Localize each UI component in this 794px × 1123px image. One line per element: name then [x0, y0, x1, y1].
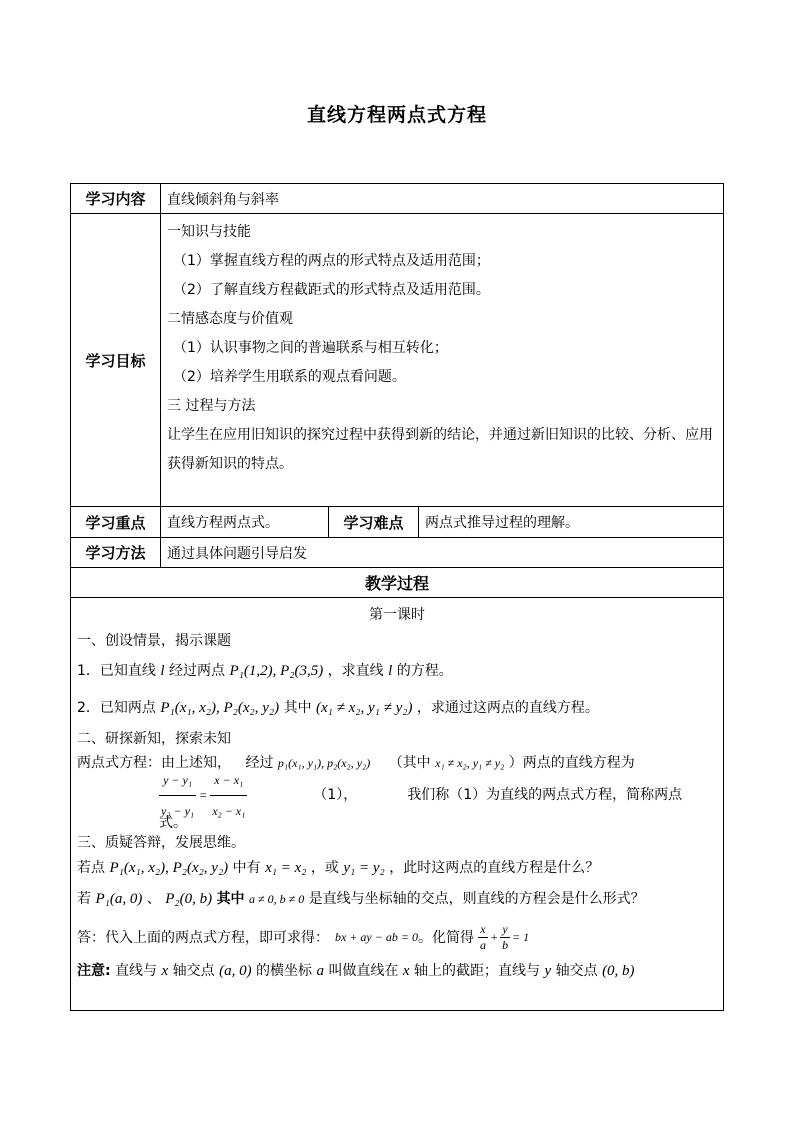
process-header: 教学过程 — [71, 568, 724, 598]
q3-math: y₁ = y₂ — [343, 860, 385, 876]
section-heading: 一、创设情景，揭示课题 — [77, 633, 231, 649]
row-method — [71, 538, 724, 568]
note-math: (a, 0) — [219, 963, 252, 979]
q2-text: 其中 — [283, 700, 312, 716]
note-text: 轴上的截距；直线与 — [414, 963, 541, 979]
q4-text: 是直线与坐标轴的交点，则直线的方程会是什么形式？ — [308, 891, 645, 907]
note-math: x — [161, 963, 169, 979]
process-content — [71, 598, 724, 1011]
label-method: 学习方法 — [71, 538, 161, 568]
q2-text: ，求通过这两点的直线方程。 — [416, 700, 599, 716]
fraction-denominator: y₂ − y₁ — [161, 803, 195, 818]
goal-line: （1）掌握直线方程的两点的形式特点及适用范围； — [173, 253, 490, 269]
question-2 — [77, 688, 717, 728]
section-heading: 三、质疑答辩，发展思维。 — [77, 835, 245, 851]
label-content: 学习内容 — [71, 184, 161, 214]
note-label: 注意: — [77, 963, 111, 979]
value-goals — [161, 214, 724, 507]
fraction-numerator: x − x₁ — [210, 765, 247, 796]
q2-math: (x₁ ≠ x₂, y₁ ≠ y₂) — [316, 700, 413, 716]
tp-text-tail: 式。 — [159, 815, 187, 831]
q4-text: 其中 — [216, 891, 245, 907]
fraction-denominator: b — [502, 937, 509, 952]
answer-math: bx + ay − ab = 0 — [335, 929, 418, 944]
intercept-fraction-y — [500, 922, 510, 953]
q1-text: 的方程。 — [396, 663, 453, 679]
lesson-plan-table — [70, 183, 724, 1011]
value-content: 直线倾斜角与斜率 — [161, 184, 724, 214]
q1-text: ，求直线 — [327, 663, 384, 679]
goal-line: （2）培养学生用联系的观点看问题。 — [173, 369, 406, 385]
goal-line: （2）了解直线方程截距式的形式特点及适用范围。 — [173, 282, 490, 298]
q1-text: 经过两点 — [169, 663, 225, 679]
answer-line — [77, 916, 717, 958]
tp-text: （其中 — [388, 755, 431, 771]
goal-line: （1）认识事物之间的普遍联系与相互转化； — [173, 340, 448, 356]
answer-text: 答：代入上面的两点式方程，即可求得： — [77, 930, 329, 946]
q4-math: P₂(0, b) — [165, 891, 213, 907]
row-goals — [71, 214, 724, 507]
label-difficulty: 学习难点 — [329, 507, 419, 538]
value-difficulty: 两点式推导过程的理解。 — [419, 507, 724, 538]
goal-paragraph: 让学生在应用旧知识的探究过程中获得到新的结论，并通过新旧知识的比较、分析、应用获得新知识的特点。 — [167, 427, 713, 472]
fraction-numerator: y — [500, 922, 510, 938]
section-heading: 二、研探新知，探索未知 — [77, 731, 231, 747]
equation-right-fraction — [210, 765, 247, 826]
equals-sign: = — [199, 788, 208, 802]
document-title: 直线方程两点式方程 — [306, 104, 487, 126]
row-focus — [71, 507, 724, 538]
q1-math: l — [160, 663, 165, 679]
tp-math: x₁ ≠ x₂, y₁ ≠ y₂ — [435, 756, 505, 770]
tp-text: 我们称（1）为直线的两点式方程，简称两点 — [407, 787, 683, 803]
q3-text: 若点 — [77, 860, 105, 876]
fraction-denominator: a — [479, 937, 486, 952]
q3-text: 中有 — [232, 860, 261, 876]
q4-math: a ≠ 0, b ≠ 0 — [249, 892, 305, 906]
question-4 — [77, 882, 717, 916]
note-text: 直线与 — [115, 963, 158, 979]
lesson-heading: 第一课时 — [369, 607, 426, 623]
goal-line: 一知识与技能 — [167, 224, 251, 240]
intercept-fraction-x — [478, 922, 488, 953]
note-text: 轴交点 — [172, 963, 215, 979]
q1-text: 1．已知直线 — [77, 663, 156, 679]
two-point-equation-row — [159, 772, 717, 818]
label-focus: 学习重点 — [71, 507, 161, 538]
note-text: 轴交点 — [555, 963, 598, 979]
fraction-numerator: x — [478, 922, 488, 938]
q4-text: 、 — [146, 891, 161, 907]
note-line — [77, 958, 717, 984]
note-text: 叫做直线在 — [328, 963, 399, 979]
fraction-denominator: x₂ − x₁ — [212, 803, 246, 818]
value-focus: 直线方程两点式。 — [161, 507, 329, 538]
q4-text: 若 — [77, 891, 91, 907]
fraction-numerator: y − y₁ — [159, 765, 196, 796]
q3-text: ，或 — [310, 860, 339, 876]
q2-math: P₁(x₁, x₂), P₂(x₂, y₂) — [160, 700, 280, 716]
question-1 — [77, 654, 717, 688]
tp-math: p₁(x₁, y₁), p₂(x₂, y₂) — [277, 756, 371, 770]
question-3 — [77, 854, 717, 882]
q3-text: ，此时这两点的直线方程是什么？ — [389, 860, 600, 876]
q3-math: P₁(x₁, x₂), P₂(x₂, y₂) — [109, 860, 229, 876]
q1-math: P₁(1,2), P₂(3,5) — [229, 663, 324, 679]
tp-text: 经过 — [245, 755, 274, 771]
note-math: x — [402, 963, 410, 979]
plus-sign: + — [489, 929, 499, 944]
row-process — [71, 598, 724, 1011]
note-math: a — [316, 963, 324, 979]
q1-math: l — [388, 663, 393, 679]
row-content — [71, 184, 724, 214]
answer-math: = 1 — [512, 929, 530, 944]
note-math: (0, b) — [602, 963, 635, 979]
tp-text: 两点式方程：由上述知， — [77, 755, 231, 771]
q2-text: 2．已知两点 — [77, 700, 156, 716]
q4-math: P₁(a, 0) — [95, 891, 143, 907]
note-math: y — [544, 963, 552, 979]
row-process-header — [71, 568, 724, 598]
answer-text: 。化简得 — [417, 930, 474, 946]
value-method: 通过具体问题引导启发 — [161, 538, 724, 568]
label-goals: 学习目标 — [71, 214, 161, 507]
goal-line: 二情感态度与价值观 — [167, 311, 293, 327]
tp-text: ）两点的直线方程为 — [508, 755, 635, 771]
equation-tag: （1）， — [313, 787, 358, 803]
note-text: 的横坐标 — [256, 963, 313, 979]
goal-line: 三 过程与方法 — [167, 398, 256, 414]
q3-math: x₁ = x₂ — [265, 860, 307, 876]
